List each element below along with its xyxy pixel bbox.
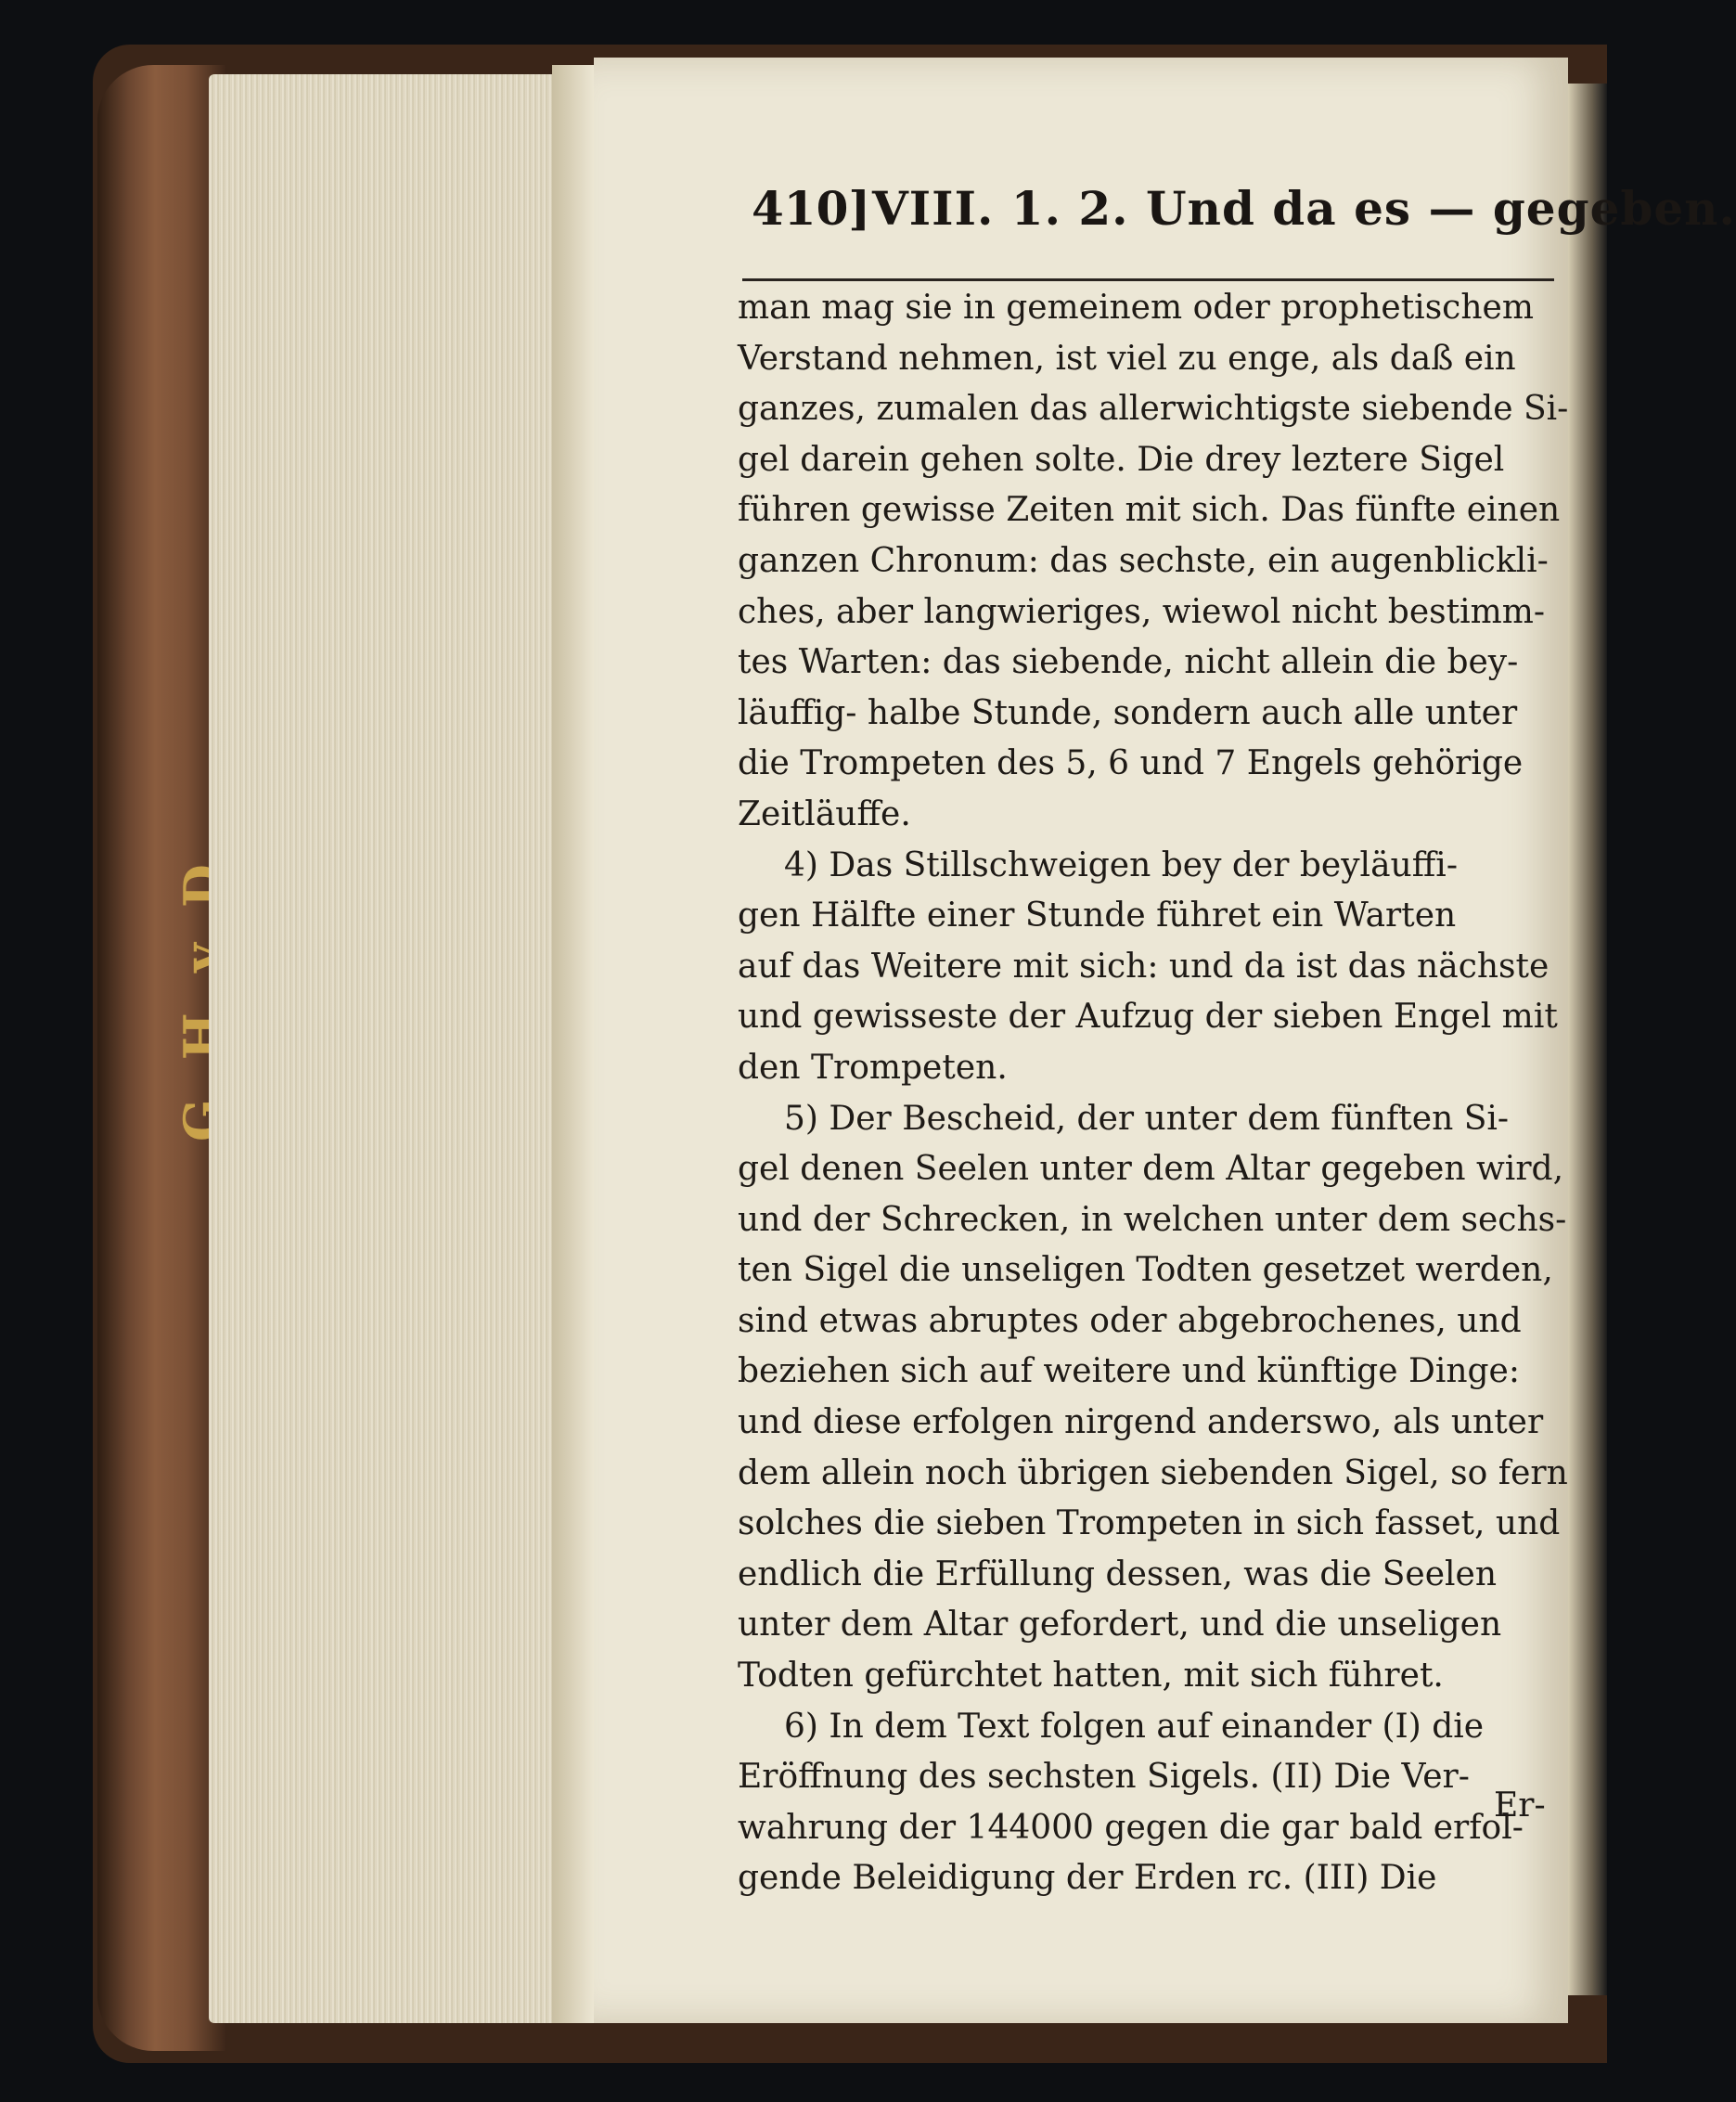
text-line: Todten gefürchtet hatten, mit sich führet. [738, 1657, 1444, 1696]
running-head: VIII. 1. 2. Und da es — gegeben. [872, 181, 1736, 236]
text-line: gel darein gehen solte. Die drey leztere Sigel [738, 440, 1505, 479]
text-line: tes Warten: das siebende, nicht allein die bey- [738, 643, 1519, 682]
text-line: unter dem Altar gefordert, und die unseligen [738, 1606, 1502, 1644]
text-line: Zeitläuffe. [738, 794, 911, 833]
body-text [738, 283, 1569, 1904]
page-edges [209, 74, 552, 2023]
text-line: auf das Weitere mit sich: und da ist das nächste [738, 947, 1550, 986]
text-line: und diese erfolgen nirgend anderswo, als unter [738, 1403, 1544, 1442]
text-line: man mag sie in gemeinem oder prophetischem [738, 289, 1534, 327]
header-rule [742, 278, 1554, 281]
text-line: gel denen Seelen unter dem Altar gegeben wird, [738, 1150, 1564, 1189]
text-line: 4) Das Stillschweigen bey der beyläuffi- [784, 845, 1458, 884]
text-line: Eröffnung des sechsten Sigels. (II) Die Ver- [738, 1758, 1470, 1797]
text-line: gen Hälfte einer Stunde führet ein Warten [738, 896, 1457, 935]
text-line: Verstand nehmen, ist viel zu enge, als daß ein [738, 339, 1516, 378]
text-line: und gewisseste der Aufzug der sieben Engel mit [738, 998, 1558, 1037]
text-line: die Trompeten des 5, 6 und 7 Engels gehörige [738, 744, 1524, 783]
text-line: und der Schrecken, in welchen unter dem sechs- [738, 1200, 1567, 1239]
facing-page-edge [1568, 84, 1607, 1995]
text-line: dem allein noch übrigen siebenden Sigel, so fern [738, 1453, 1568, 1492]
text-line: wahrung der 144000 gegen die gar bald erfol- [738, 1808, 1524, 1847]
text-line: endlich die Erfüllung dessen, was die Seelen [738, 1554, 1497, 1593]
page-number: 410] [752, 181, 871, 236]
text-line: gende Beleidigung der Erden rc. (III) Die [738, 1859, 1437, 1898]
text-line: führen gewisse Zeiten mit sich. Das fünfte einen [738, 491, 1561, 530]
page-gutter [552, 65, 594, 2023]
text-line: den Trompeten. [738, 1048, 1008, 1087]
spine-title [147, 770, 180, 1216]
text-line: beziehen sich auf weitere und künftige Dinge: [738, 1352, 1520, 1391]
text-line: sind etwas abruptes oder abgebrochenes, und [738, 1301, 1522, 1340]
text-line: ganzes, zumalen das allerwichtigste siebende Si- [738, 390, 1569, 429]
text-line: ganzen Chronum: das sechste, ein augenblickli- [738, 541, 1549, 580]
text-line: 6) In dem Text folgen auf einander (I) die [784, 1707, 1485, 1746]
text-line: 5) Der Bescheid, der unter dem fünften Si- [784, 1099, 1510, 1138]
text-line: solches die sieben Trompeten in sich fasset, und [738, 1504, 1561, 1543]
page-header [752, 172, 1736, 255]
text-line: ten Sigel die unseligen Todten gesetzet werden, [738, 1251, 1553, 1290]
catchword: Er- [1494, 1786, 1546, 1825]
text-line: läuffig- halbe Stunde, sondern auch alle unter [738, 693, 1518, 732]
text-line: ches, aber langwieriges, wiewol nicht bestimm- [738, 592, 1546, 631]
